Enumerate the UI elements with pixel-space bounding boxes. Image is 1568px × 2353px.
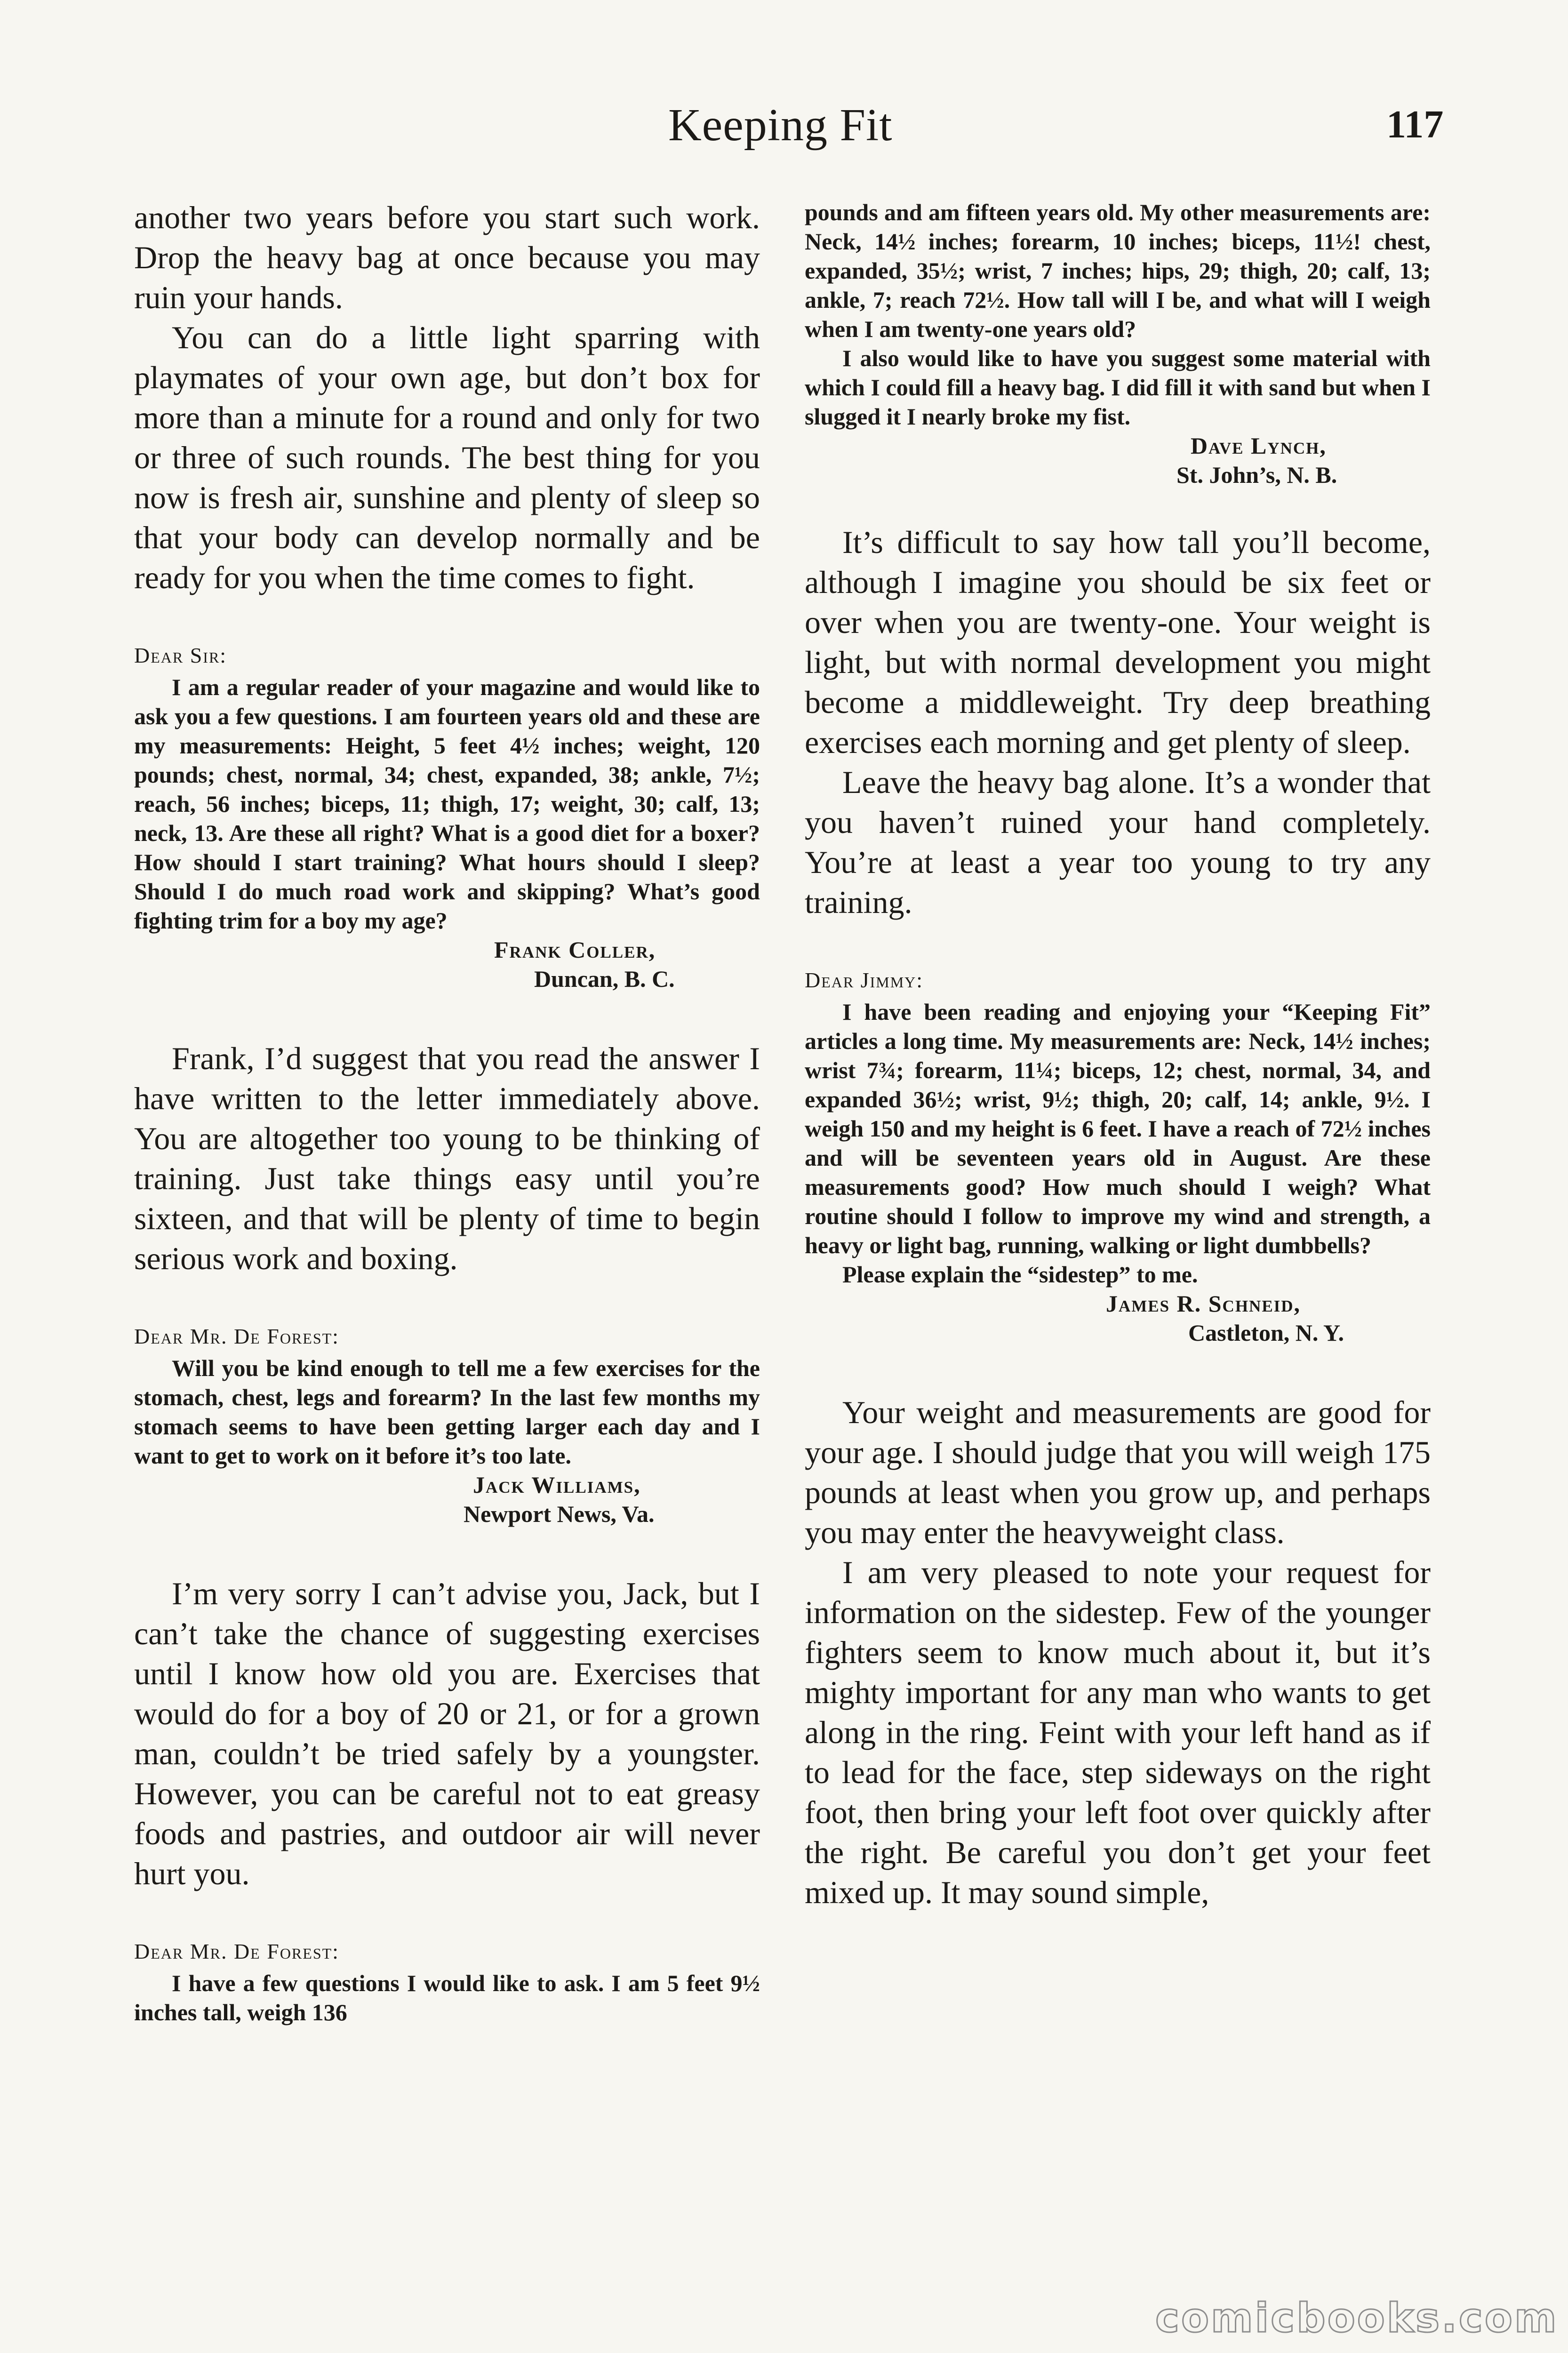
site-watermark: comicbooks.com xyxy=(1155,2295,1559,2342)
answer-paragraph: I am very pleased to note your request for information on the sidestep. Few of the younger fighters seem to know much about it, but it’s mighty important for any man who wants to get along in the ring. Feint with your left hand as if to lead for the face, step sideways on the right foot, then bring your left foot over quickly after the right. Be careful you don’t get your feet mixed up. It may sound simple, xyxy=(805,1554,1431,1910)
letter-signature xyxy=(134,1470,760,1529)
right-column xyxy=(805,198,1431,1913)
page-header xyxy=(0,99,1568,174)
signature-name: Dave Lynch, xyxy=(1191,432,1327,459)
answer-paragraph: Frank, I’d suggest that you read the answer I have written to the letter immediately above. You are altogether too young to be thinking of training. Just take things easy until you’re sixteen, and that will be plenty of time to begin serious work and boxing. xyxy=(134,1040,760,1276)
reader-letter xyxy=(134,1939,760,2027)
letter-body: I have a few questions I would like to ask. I am 5 feet 9½ inches tall, weigh 136 xyxy=(134,1970,760,2025)
signature-place: Duncan, B. C. xyxy=(534,966,675,992)
reader-letter xyxy=(805,968,1431,1347)
letter-salutation: Dear Jimmy: xyxy=(805,968,924,992)
letter-salutation: Dear Mr. De Forest: xyxy=(134,1939,339,1963)
signature-place: Newport News, Va. xyxy=(464,1501,655,1527)
reader-letter-continued xyxy=(805,198,1431,489)
answer-paragraph: another two years before you start such work. Drop the heavy bag at once because you may ruin your hands. xyxy=(134,200,760,315)
reader-letter xyxy=(134,1324,760,1529)
letter-signature xyxy=(805,431,1431,489)
letter-body: I also would like to have you suggest some material with which I could fill a heavy bag. I did fill it with sand but when I slugged it I nearly broke my fist. xyxy=(805,345,1431,430)
letter-signature xyxy=(805,1289,1431,1347)
left-column xyxy=(134,198,760,2027)
answer-paragraph: You can do a little light sparring with playmates of your own age, but don’t box for more than a minute for a round and only for two or three of such rounds. The best thing for you now is fresh air, sunshine and plenty of sleep so that your body can develop normally and be ready for you when the time comes to fight. xyxy=(134,320,760,595)
letter-body: Will you be kind enough to tell me a few exercises for the stomach, chest, legs and forearm? In the last few months my stomach seems to have been getting larger each day and I want to get to work on it before it’s too late. xyxy=(134,1355,760,1469)
answer-paragraph: Leave the heavy bag alone. It’s a wonder that you haven’t ruined your hand completely. You’re at least a year too young to try any training. xyxy=(805,764,1431,920)
answer-paragraph: It’s difficult to say how tall you’ll become, although I imagine you should be six feet or over when you are twenty-one. Your weight is light, but with normal development you might become a middleweight. Try deep breathing exercises each morning and get plenty of sleep. xyxy=(805,524,1431,760)
letter-salutation: Dear Sir: xyxy=(134,643,227,667)
letter-body: pounds and am fifteen years old. My other measurements are: Neck, 14½ inches; forearm, 10 inches; biceps, 11½! chest, expanded, 35½; wrist, 7 inches; hips, 29; thigh, 20; calf, 13; ankle, 7; reach 72½. How tall will I be, and what will I weigh when I am twenty-one years old? xyxy=(805,199,1431,342)
letter-signature xyxy=(134,935,760,993)
reader-letter xyxy=(134,643,760,993)
letter-body: Please explain the “sidestep” to me. xyxy=(842,1261,1198,1288)
letter-salutation: Dear Mr. De Forest: xyxy=(134,1324,339,1348)
signature-name: Frank Coller, xyxy=(494,936,656,963)
signature-place: St. John’s, N. B. xyxy=(1176,462,1337,488)
signature-name: Jack Williams, xyxy=(473,1472,641,1498)
letter-body: I have been reading and enjoying your “Keeping Fit” articles a long time. My measurements are: Neck, 14½ inches; wrist 7¾; forearm, 11¼; biceps, 12; chest, normal, 34, and expanded 36½; wrist, 9½; thigh, 20; calf, 14; ankle, 9½. I weigh 150 and my height is 6 feet. I have a reach of 72½ inches and will be seventeen years old in August. Are these measurements good? How much should I weigh? What routine should I follow to improve my wind and strength, a heavy or light bag, running, walking or light dumbbells? xyxy=(805,999,1431,1258)
signature-name: James R. Schneid, xyxy=(1106,1290,1301,1317)
page-number: 117 xyxy=(1386,103,1444,146)
letter-body: I am a regular reader of your magazine and would like to ask you a few questions. I am fourteen years old and these are my measurements: Height, 5 feet 4½ inches; weight, 120 pounds; chest, normal, 34; chest, expanded, 38; ankle, 7½; reach, 56 inches; biceps, 11; thigh, 17; weight, 30; calf, 13; neck, 13. Are these all right? What is a good diet for a boxer? How should I start training? What hours should I sleep? Should I do much road work and skipping? What’s good fighting trim for a boy my age? xyxy=(134,674,760,934)
signature-place: Castleton, N. Y. xyxy=(1188,1320,1344,1346)
answer-paragraph: I’m very sorry I can’t advise you, Jack, but I can’t take the chance of suggesting exercises until I know how old you are. Exercises that would do for a boy of 20 or 21, or for a grown man, couldn’t be tried safely by a youngster. However, you can be careful not to eat greasy foods and pastries, and outdoor air will never hurt you. xyxy=(134,1576,760,1891)
running-title: Keeping Fit xyxy=(668,100,893,151)
answer-paragraph: Your weight and measurements are good for your age. I should judge that you will weigh 175 pounds at least when you grow up, and perhaps you may enter the heavyweight class. xyxy=(805,1394,1431,1550)
